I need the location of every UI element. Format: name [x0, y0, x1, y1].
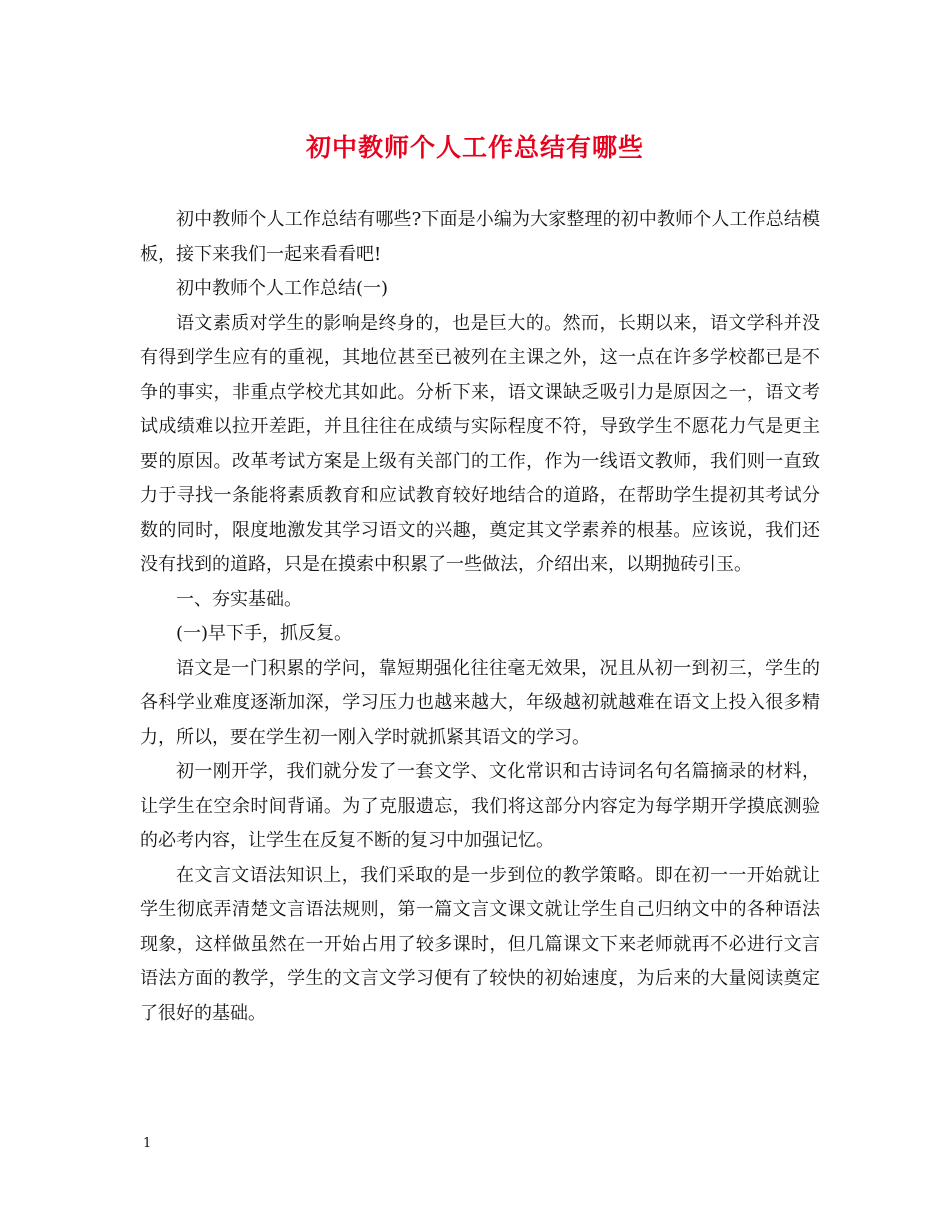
section-heading: 初中教师个人工作总结(一): [176, 278, 389, 299]
document-title: 初中教师个人工作总结有哪些: [305, 133, 644, 162]
body-paragraph: 语文是一门积累的学问，靠短期强化往往毫无效果，况且从初一到初三，学生的各科学业难度逐渐加深，学习压力也越来越大，年级越初就越难在语文上投入很多精力，所以，要在学生初一刚入学时就抓紧其语文的学习。: [140, 657, 820, 748]
page-number: 1: [143, 1136, 152, 1151]
subsection-subheading: (一)早下手，抓反复。: [176, 623, 353, 644]
body-paragraph: 初一刚开学，我们就分发了一套文学、文化常识和古诗词名句名篇摘录的材料，让学生在空余时间背诵。为了克服遗忘，我们将这部分内容定为每学期开学摸底测验的必考内容，让学生在反复不断的复习中加强记忆。: [140, 761, 820, 851]
subsection-heading: 一、夯实基础。: [176, 588, 302, 610]
body-paragraph: 在文言文语法知识上，我们采取的是一步到位的教学策略。即在初一一开始就让学生彻底弄清楚文言语法规则，第一篇文言文课文就让学生自己归纳文中的各种语法现象，这样做虽然在一开始占用了较多课时，但几篇课文下来老师就再不必进行文言语法方面的教学，学生的文言文学习便有了较快的初始速度，为后来的大量阅读奠定了很好的基础。: [140, 864, 820, 1024]
intro-paragraph: 初中教师个人工作总结有哪些?下面是小编为大家整理的初中教师个人工作总结模板，接下来我们一起来看看吧!: [140, 209, 820, 265]
body-paragraph: 语文素质对学生的影响是终身的，也是巨大的。然而，长期以来，语文学科并没有得到学生应有的重视，其地位甚至已被列在主课之外，这一点在许多学校都已是不争的事实，非重点学校尤其如此。分析下来，语文课缺乏吸引力是原因之一，语文考试成绩难以拉开差距，并且往往在成绩与实际程度不符，导致学生不愿花力气是更主要的原因。改革考试方案是上级有关部门的工作，作为一线语文教师，我们则一直致力于寻找一条能将素质教育和应试教育较好地结合的道路，在帮助学生提初其考试分数的同时，限度地激发其学习语文的兴趣，奠定其文学素养的根基。应该说，我们还没有找到的道路，只是在摸索中积累了一些做法，介绍出来，以期抛砖引玉。: [140, 312, 820, 575]
document-body: [140, 203, 820, 1031]
